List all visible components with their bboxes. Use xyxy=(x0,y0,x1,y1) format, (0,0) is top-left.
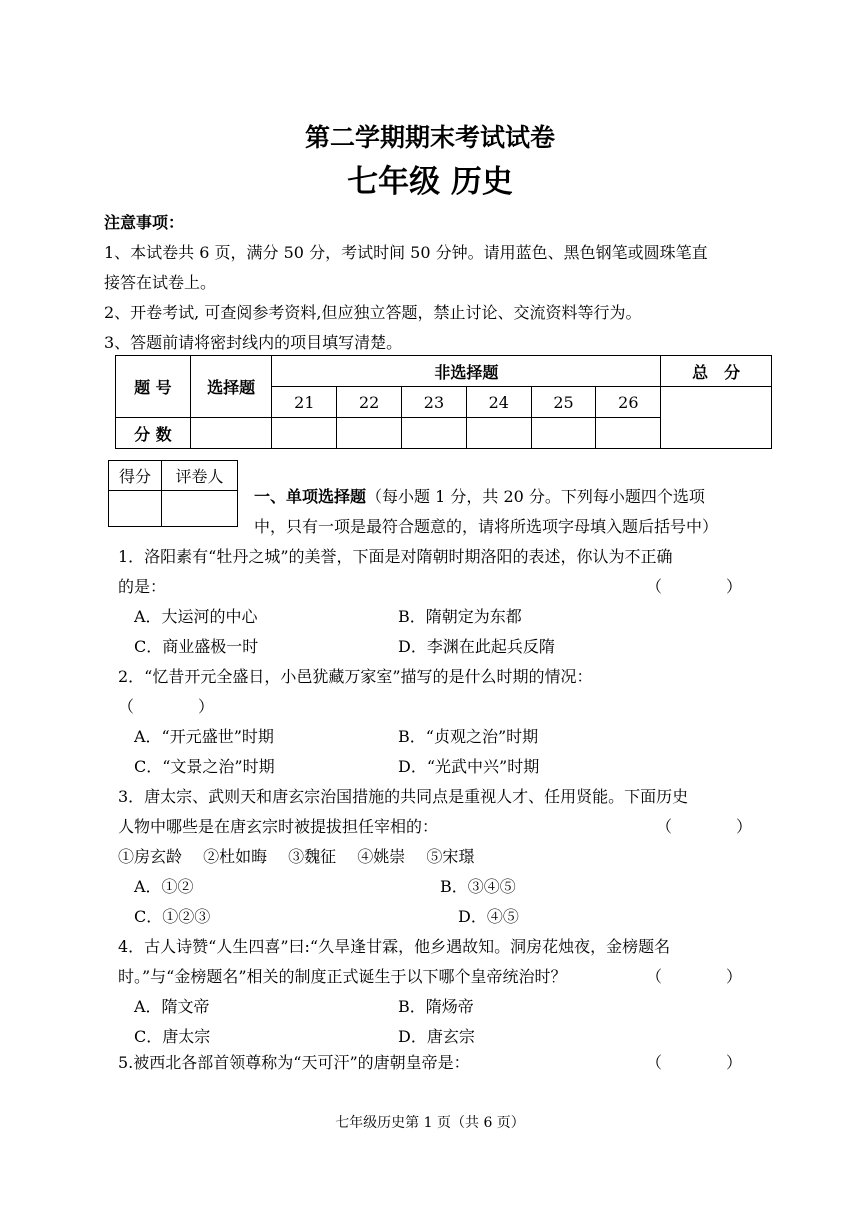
score-cell[interactable] xyxy=(337,418,402,449)
score-row-label: 分 数 xyxy=(116,418,191,449)
section1-desc: （每小题 1 分，共 20 分。下列每小题四个选项 xyxy=(366,487,705,506)
question-4-text-cont: 时。”与“金榜题名”相关的制度正式诞生于以下哪个皇帝统治时？ xyxy=(118,967,567,986)
question-number-cell: 23 xyxy=(402,387,467,418)
question-4-option-a: A．隋文帝 xyxy=(134,997,210,1016)
header-choice: 选择题 xyxy=(190,356,272,418)
question-4-option-b: B．隋炀帝 xyxy=(398,997,474,1016)
question-4-text: 4．古人诗赞“人生四喜”曰:“久旱逢甘霖，他乡遇故知。洞房花烛夜，金榜题名 xyxy=(118,937,671,956)
question-3-candidates: ①房玄龄 ②杜如晦 ③魏征 ④姚崇 ⑤宋璟 xyxy=(118,847,475,866)
question-2-option-c: C．“文景之治”时期 xyxy=(134,757,275,776)
exam-subtitle: 七年级 历史 xyxy=(347,164,513,200)
score-cell[interactable] xyxy=(402,418,467,449)
question-3-option-a: A．①② xyxy=(134,877,194,896)
notice-item: 3、答题前请将密封线内的项目填写清楚。 xyxy=(104,333,403,352)
notice-item: 1、本试卷共 6 页，满分 50 分，考试时间 50 分钟。请用蓝色、黑色钢笔或圆珠笔直 xyxy=(104,243,708,262)
score-cell[interactable] xyxy=(190,418,272,449)
section1-title: 一、单项选择题 xyxy=(254,487,367,506)
question-1-option-b: B．隋朝定为东都 xyxy=(398,607,522,626)
question-2-option-b: B．“贞观之治”时期 xyxy=(398,727,539,746)
question-3-option-c: C．①②③ xyxy=(134,907,211,926)
header-total: 总 分 xyxy=(661,356,772,387)
score-table xyxy=(115,355,772,449)
question-3-text-cont: 人物中哪些是在唐玄宗时被提拔担任宰相的： xyxy=(118,817,439,836)
question-number-cell: 26 xyxy=(596,387,661,418)
question-2-text: 2．“忆昔开元全盛日，小邑犹藏万家室”描写的是什么时期的情况： xyxy=(118,667,593,686)
question-2-answer-paren[interactable]: （ ） xyxy=(118,697,215,716)
question-4-option-c: C．唐太宗 xyxy=(134,1027,211,1046)
grader-score-cell[interactable] xyxy=(109,491,162,527)
page-footer: 七年级历史第 1 页（共 6 页） xyxy=(335,1115,525,1131)
grader-reviewer-cell[interactable] xyxy=(162,491,238,527)
section1-desc-cont: 中，只有一项是最符合题意的，请将所选项字母填入题后括号中） xyxy=(254,517,719,536)
question-number-cell: 22 xyxy=(337,387,402,418)
question-number-cell: 21 xyxy=(272,387,337,418)
question-number-cell: 25 xyxy=(531,387,596,418)
score-cell[interactable] xyxy=(272,418,337,449)
question-3-answer-paren[interactable]: （ ） xyxy=(656,817,753,836)
question-3-option-d: D．④⑤ xyxy=(458,907,519,926)
grader-score-label: 得分 xyxy=(109,461,162,491)
score-cell[interactable] xyxy=(596,418,661,449)
question-5-text: 5.被西北各部首领尊称为“天可汗”的唐朝皇帝是： xyxy=(118,1053,470,1072)
question-1-option-a: A．大运河的中心 xyxy=(134,607,258,626)
question-5-answer-paren[interactable]: （ ） xyxy=(646,1053,743,1072)
grader-reviewer-label: 评卷人 xyxy=(162,461,238,491)
question-4-answer-paren[interactable]: （ ） xyxy=(646,967,743,986)
notice-heading: 注意事项： xyxy=(104,213,185,232)
question-4-option-d: D．唐玄宗 xyxy=(398,1027,475,1046)
exam-title: 第二学期期末考试试卷 xyxy=(304,123,555,152)
question-1-option-c: C．商业盛极一时 xyxy=(134,637,259,656)
question-3-text: 3．唐太宗、武则天和唐玄宗治国措施的共同点是重视人才、任用贤能。下面历史 xyxy=(118,787,689,806)
score-cell[interactable] xyxy=(466,418,531,449)
question-1-option-d: D．李渊在此起兵反隋 xyxy=(398,637,555,656)
total-score-cell[interactable] xyxy=(661,387,772,449)
score-cell[interactable] xyxy=(531,418,596,449)
notice-item: 接答在试卷上。 xyxy=(104,273,217,292)
question-1-text-cont: 的是： xyxy=(118,577,167,596)
header-nonchoice: 非选择题 xyxy=(272,356,661,387)
question-2-option-a: A．“开元盛世”时期 xyxy=(134,727,274,746)
question-3-option-b: B．③④⑤ xyxy=(440,877,516,896)
question-1-answer-paren[interactable]: （ ） xyxy=(646,577,743,596)
question-number-cell: 24 xyxy=(466,387,531,418)
header-question-number: 题 号 xyxy=(116,356,191,418)
question-2-option-d: D．“光武中兴”时期 xyxy=(398,757,540,776)
section1-header xyxy=(254,488,705,506)
grader-box xyxy=(108,460,238,527)
notice-item: 2、开卷考试, 可查阅参考资料,但应独立答题，禁止讨论、交流资料等行为。 xyxy=(104,303,642,322)
question-1-text: 1．洛阳素有“牡丹之城”的美誉，下面是对隋朝时期洛阳的表述，你认为不正确 xyxy=(118,547,673,566)
